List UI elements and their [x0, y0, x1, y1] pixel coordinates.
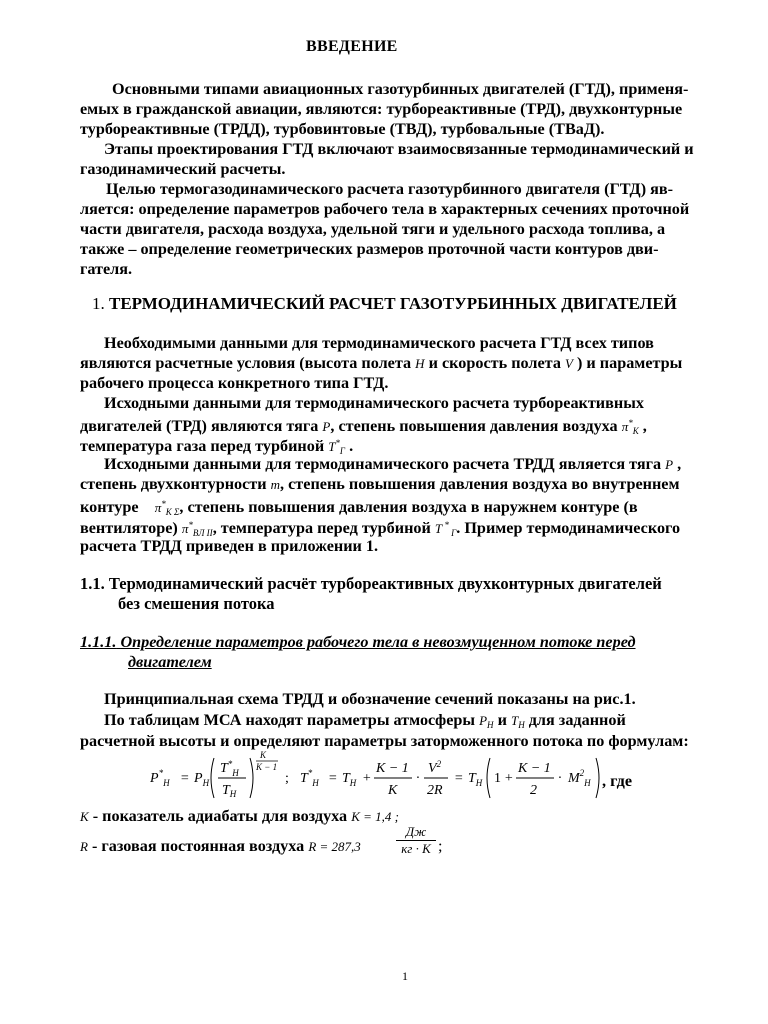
text-run: , степень повышения давления воздуха во внутреннем	[280, 475, 680, 493]
symbol-T-g: T * $_Г$	[434, 520, 457, 538]
text-run: и скорость полета	[428, 354, 561, 372]
text-run: являются расчетные условия (высота полета	[80, 354, 412, 372]
intro-line: газодинамический расчеты.	[80, 160, 286, 178]
definition-k	[80, 806, 399, 827]
intro-line: также – определение геометрических размеров проточной части контуров дви-	[80, 240, 659, 258]
paragraph-line: расчета ТРДД приведен в приложении 1.	[80, 537, 379, 555]
svg-text:TH: $T_H$	[468, 771, 483, 788]
paragraph-line: Необходимыми данными для термодинамического расчета ГТД всех типов	[104, 334, 654, 352]
symbol-K: K	[80, 809, 89, 824]
section-heading	[92, 293, 677, 314]
svg-text:=: =	[180, 771, 190, 786]
subsubsection-heading	[80, 632, 636, 653]
symbol-pi-vl: $\pi^*_{ВЛ II}$	[181, 520, 213, 538]
svg-text:2: 2	[530, 783, 537, 798]
subsubsection-title: Определение параметров рабочего тела в невозмущенном потоке перед	[120, 633, 636, 651]
paragraph-line: расчетной высоты и определяют параметры заторможенного потока по формулам:	[80, 732, 689, 750]
definition-r	[80, 836, 361, 857]
text-run: вентиляторе)	[80, 519, 178, 537]
intro-line: емых в гражданской авиации, являются: турбореактивные (ТРД), двухконтурные	[80, 100, 683, 118]
text-run: Исходными данными для термодинамического расчета ТРДД является тяга	[104, 455, 662, 473]
intro-line: турбореактивные (ТРДД), турбовинтовые (ТВД), турбовальные (ТВаД).	[80, 120, 605, 138]
subsection-number: 1.1.	[80, 574, 105, 593]
symbol-T-g: $T^*_Г$	[328, 438, 346, 456]
svg-text:K: K	[260, 750, 267, 760]
k-value: K = 1,4 ;	[351, 809, 399, 824]
intro-line: гателя.	[80, 260, 133, 278]
text-run: По таблицам МСА находят параметры атмосферы	[104, 711, 476, 729]
semicolon: ;	[438, 837, 443, 855]
text-run: - газовая постоянная воздуха	[92, 837, 305, 855]
symbol-pi-k-sigma: $\pi^*_{K \Sigma}$	[154, 499, 180, 517]
svg-text:=: =	[454, 771, 464, 786]
r-unit-fraction	[396, 824, 436, 857]
r-unit-denominator: кг · K	[401, 841, 431, 856]
symbol-pi-k: $\pi^*_K$	[621, 418, 639, 436]
symbol-P-h: $P_H$	[479, 713, 494, 730]
r-value: R = 287,3	[308, 839, 361, 854]
text-run: контуре	[80, 498, 139, 516]
svg-text:;: ;	[285, 771, 289, 786]
svg-text:TH: $T_H$	[222, 783, 237, 799]
intro-line: части двигателя, расхода воздуха, удельной тяги и удельного расхода топлива, а	[80, 220, 666, 238]
svg-text:T*H: $T^*_H$	[300, 768, 319, 788]
paragraph-line: рабочего процесса конкретного типа ГТД.	[80, 374, 389, 392]
svg-text:=: =	[328, 771, 338, 786]
text-run: . Пример термодинамического	[456, 519, 681, 537]
stagnation-formula	[150, 748, 640, 804]
paragraph-line: Исходными данными для термодинамического расчета ТРДД является тяга P ,	[104, 455, 682, 473]
symbol-H: H	[415, 356, 425, 371]
svg-text:·: ·	[416, 771, 420, 786]
symbol-P: P	[665, 457, 674, 472]
subsubsection-heading: двигателем	[128, 653, 212, 671]
text-run: , степень повышения давления воздуха в наружнем контуре (в	[179, 498, 638, 516]
svg-text:+: +	[504, 771, 514, 786]
svg-text:T*H: $T^*_H$	[220, 759, 239, 778]
paragraph-line	[80, 353, 682, 374]
intro-line: Этапы проектирования ГТД включают взаимосвязанные термодинамический и	[104, 140, 694, 158]
symbol-T-h: $T_H$	[510, 713, 525, 730]
svg-text:2R: 2R	[427, 783, 443, 798]
symbol-R: R	[80, 839, 88, 854]
text-run: температура газа перед турбиной	[80, 437, 325, 455]
symbol-m: m	[270, 477, 281, 492]
text-run: для заданной	[528, 711, 626, 729]
formula-tail: , где	[602, 772, 633, 790]
paragraph-line	[80, 474, 680, 495]
svg-text:TH: $T_H$	[342, 771, 357, 788]
svg-text:K − 1: K − 1	[376, 761, 409, 776]
svg-text:K − 1: K − 1	[518, 761, 551, 776]
text-run: ) и параметры	[576, 354, 683, 372]
intro-line: Основными типами авиационных газотурбинных двигателей (ГТД), применя-	[112, 80, 689, 98]
svg-text:V2: $V^2$	[428, 759, 442, 776]
section-number: 1.	[92, 294, 105, 313]
text-run: , степень повышения давления воздуха	[330, 417, 618, 435]
svg-text:K: K	[388, 783, 398, 798]
text-run: степень двухконтурности	[80, 475, 267, 493]
page-title: ВВЕДЕНИЕ	[306, 38, 398, 55]
symbol-V: V	[564, 356, 573, 371]
page-number: 1	[402, 969, 408, 983]
svg-text:P*H: $P^*_H$	[150, 768, 170, 788]
text-run: - показатель адиабаты для воздуха	[92, 807, 348, 825]
subsection-title: Термодинамический расчёт турбореактивных двухконтурных двигателей	[108, 574, 662, 593]
text-run: двигателей (ТРД) являются тяга	[80, 417, 319, 435]
svg-text:1: 1	[494, 771, 501, 786]
subsection-heading	[80, 573, 662, 594]
intro-line: Целью термогазодинамического расчета газотурбинного двигателя (ГТД) яв-	[106, 180, 674, 198]
text-run: , температура перед турбиной	[212, 519, 431, 537]
paragraph-line: температура газа перед турбиной $T^*_Г$ .	[80, 437, 354, 456]
svg-text:+: +	[362, 771, 372, 786]
svg-text:M2H: $M^2_H$	[568, 768, 591, 788]
paragraph-line: Исходными данными для термодинамического расчета турбореактивных	[104, 394, 644, 412]
paragraph-line: двигателей (ТРД) являются тяга P, степень повышения давления воздуха $\pi^*_K$ ,	[80, 417, 647, 436]
svg-text:K − 1: K − 1	[256, 762, 278, 772]
r-unit-numerator: Дж	[396, 824, 436, 841]
text-run: и	[497, 711, 507, 729]
subsection-heading: без смешения потока	[118, 594, 275, 613]
paragraph-line: Принципиальная схема ТРДД и обозначение сечений показаны на рис.1.	[104, 690, 636, 708]
intro-line: ляется: определение параметров рабочего тела в характерных сечениях проточной	[80, 200, 690, 218]
section-title: ТЕРМОДИНАМИЧЕСКИЙ РАСЧЕТ ГАЗОТУРБИННЫХ ДВИГАТЕЛЕЙ	[109, 294, 677, 313]
symbol-P: P	[322, 419, 331, 434]
svg-text:·: ·	[558, 771, 562, 786]
svg-text:PH: $P_H$	[194, 771, 210, 788]
subsubsection-number: 1.1.1.	[80, 633, 117, 651]
